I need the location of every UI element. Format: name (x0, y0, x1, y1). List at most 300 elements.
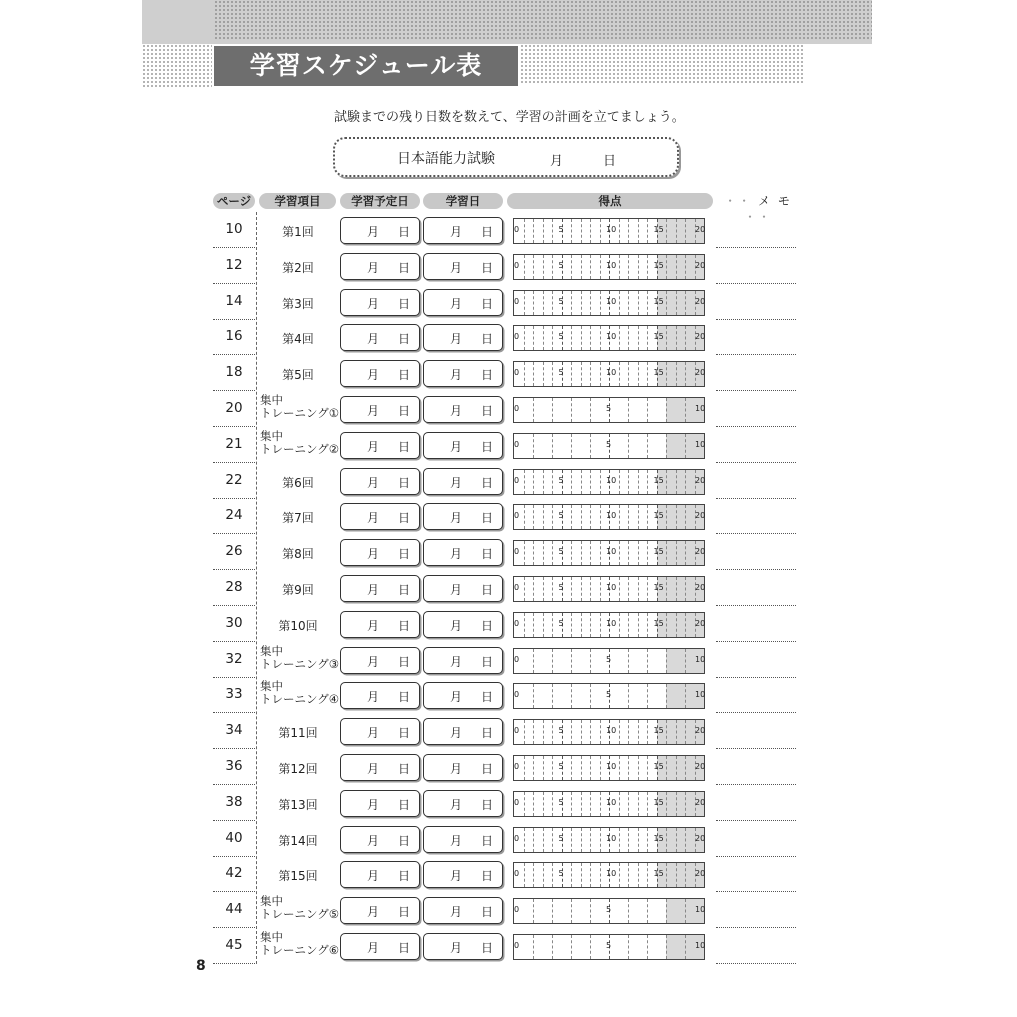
score-tick (628, 577, 629, 601)
table-row (213, 749, 797, 785)
table-row (213, 606, 797, 642)
day-label: 日 (481, 225, 494, 239)
score-tick (571, 219, 572, 243)
score-label: 10 (606, 618, 617, 628)
day-label: 日 (481, 762, 494, 776)
planned-date-field[interactable] (340, 396, 420, 423)
score-tick (647, 613, 648, 637)
score-tick (600, 863, 601, 887)
row-item (260, 895, 342, 921)
score-tick (666, 613, 667, 637)
planned-date-field[interactable] (340, 754, 420, 781)
score-label: 10 (606, 833, 617, 843)
score-tick (666, 899, 667, 923)
row-page: 36 (225, 758, 243, 774)
score-tick (666, 326, 667, 350)
score-tick (666, 720, 667, 744)
score-label: 10 (606, 260, 617, 270)
score-tick (533, 684, 534, 708)
table-row (213, 642, 797, 678)
row-item: 第11回 (278, 726, 318, 741)
table-row (213, 785, 797, 821)
score-tick (638, 792, 639, 816)
score-tick (581, 291, 582, 315)
score-tick (666, 649, 667, 673)
score-tick (571, 863, 572, 887)
row-page: 32 (225, 650, 243, 667)
score-scale[interactable] (513, 898, 705, 924)
score-scale[interactable] (513, 540, 705, 566)
score-tick (524, 326, 525, 350)
score-label: 0 (514, 260, 520, 270)
score-tick (571, 684, 572, 708)
month-label: 月 (367, 296, 380, 311)
row-page: 44 (225, 901, 243, 918)
score-tick (628, 899, 629, 923)
score-tick (647, 577, 648, 601)
score-tick (543, 863, 544, 887)
score-tick (676, 219, 677, 243)
month-label: 月 (450, 511, 463, 526)
score-tick (638, 505, 639, 529)
score-label: 10 (606, 332, 617, 342)
planned-date-field[interactable] (340, 503, 420, 530)
score-tick (581, 255, 582, 279)
score-tick (533, 219, 534, 243)
score-scale[interactable] (513, 218, 705, 244)
score-label: 10 (606, 296, 617, 306)
studied-date-field[interactable] (423, 861, 503, 888)
month-label: 月 (450, 833, 463, 848)
score-label: 0 (514, 941, 520, 950)
score-scale[interactable] (513, 504, 705, 530)
score-scale[interactable] (513, 290, 705, 316)
month-label: 月 (450, 368, 463, 383)
score-tick (619, 326, 620, 350)
day-label: 日 (481, 475, 494, 490)
score-tick (581, 219, 582, 243)
score-tick (552, 720, 553, 744)
score-tick (543, 505, 544, 529)
day-label: 日 (481, 368, 494, 383)
score-tick (628, 470, 629, 494)
day-label: 日 (398, 869, 411, 884)
score-label: 10 (695, 654, 706, 664)
score-label: 15 (653, 797, 664, 807)
score-tick (600, 470, 601, 494)
row-page: 45 (225, 937, 243, 953)
page-number: 8 (196, 958, 206, 974)
score-tick (524, 720, 525, 744)
day-label: 日 (481, 690, 494, 705)
score-tick (571, 649, 572, 673)
score-label: 5 (558, 332, 564, 342)
score-tick (571, 291, 572, 315)
studied-date-field[interactable] (423, 396, 503, 423)
score-tick (647, 255, 648, 279)
score-tick (647, 326, 648, 350)
score-label: 15 (653, 833, 664, 843)
studied-date-field[interactable] (423, 826, 503, 853)
score-tick (571, 899, 572, 923)
score-tick (685, 541, 686, 565)
score-label: 15 (653, 547, 664, 557)
score-tick (524, 255, 525, 279)
studied-date-field[interactable] (423, 324, 503, 351)
score-scale[interactable] (513, 934, 705, 960)
row-separator (213, 963, 255, 964)
score-label: 20 (695, 797, 706, 807)
score-tick (590, 935, 591, 959)
planned-date-field[interactable] (340, 539, 420, 566)
score-label: 5 (558, 869, 564, 879)
score-tick (600, 828, 601, 852)
day-label: 日 (398, 368, 411, 383)
score-tick (685, 470, 686, 494)
studied-date-field[interactable] (423, 217, 503, 244)
score-label: 0 (514, 726, 520, 736)
score-label: 5 (606, 404, 612, 413)
planned-date-field[interactable] (340, 289, 420, 316)
score-label: 10 (695, 690, 706, 700)
score-tick (666, 684, 667, 708)
row-page: 18 (225, 364, 243, 381)
month-label: 月 (450, 475, 463, 490)
planned-date-field[interactable] (340, 790, 420, 817)
score-label: 10 (695, 941, 706, 950)
score-tick (571, 470, 572, 494)
row-item-line2: トレーニング① (260, 406, 340, 420)
studied-date-field[interactable] (423, 575, 503, 602)
score-tick (581, 828, 582, 852)
score-label: 0 (514, 905, 520, 915)
score-tick (628, 684, 629, 708)
planned-date-field[interactable] (340, 861, 420, 888)
planned-date-field[interactable] (340, 468, 420, 495)
row-item-line2: トレーニング③ (260, 656, 340, 671)
day-label: 日 (398, 511, 411, 526)
exam-day-label: 日 (603, 154, 617, 169)
score-label: 10 (695, 404, 706, 413)
month-label: 月 (367, 260, 380, 275)
score-tick (638, 291, 639, 315)
studied-date-field[interactable] (423, 360, 503, 387)
day-label: 日 (481, 905, 494, 920)
score-tick (676, 291, 677, 315)
score-label: 5 (558, 547, 564, 557)
table-row (213, 534, 797, 570)
score-label: 0 (514, 332, 520, 342)
studied-date-field[interactable] (423, 539, 503, 566)
score-label: 10 (606, 797, 617, 807)
score-label: 15 (653, 869, 664, 879)
score-label: 0 (514, 654, 520, 664)
month-label: 月 (450, 260, 463, 275)
score-scale[interactable] (513, 325, 705, 351)
day-label: 日 (398, 726, 411, 741)
planned-date-field[interactable] (340, 217, 420, 244)
score-tick (552, 434, 553, 458)
score-tick (533, 792, 534, 816)
day-label: 日 (398, 547, 411, 562)
studied-date-field[interactable] (423, 253, 503, 280)
studied-date-field[interactable] (423, 754, 503, 781)
score-label: 5 (558, 368, 564, 378)
studied-date-field[interactable] (423, 503, 503, 530)
month-label: 月 (450, 404, 463, 418)
table-row (213, 570, 797, 606)
score-scale[interactable] (513, 719, 705, 745)
score-label: 5 (558, 260, 564, 270)
header-planned: 学習予定日 (340, 193, 420, 209)
score-tick (581, 613, 582, 637)
score-tick (685, 577, 686, 601)
score-tick (581, 720, 582, 744)
score-tick (543, 720, 544, 744)
score-tick (628, 613, 629, 637)
planned-date-field[interactable] (340, 253, 420, 280)
score-tick (552, 362, 553, 386)
day-label: 日 (481, 797, 494, 812)
score-tick (600, 613, 601, 637)
score-tick (638, 577, 639, 601)
day-label: 日 (481, 296, 494, 311)
score-tick (590, 434, 591, 458)
month-label: 月 (450, 332, 463, 347)
score-scale[interactable] (513, 755, 705, 781)
score-tick (600, 756, 601, 780)
score-tick (638, 828, 639, 852)
planned-date-field[interactable] (340, 682, 420, 709)
score-tick (676, 863, 677, 887)
score-tick (552, 684, 553, 708)
score-tick (524, 470, 525, 494)
row-item: 第3回 (282, 296, 314, 311)
planned-date-field[interactable] (340, 826, 420, 853)
row-page: 40 (225, 829, 243, 846)
score-tick (685, 291, 686, 315)
score-tick (590, 255, 591, 279)
score-scale[interactable] (513, 254, 705, 280)
row-item-line1: 集中 (260, 643, 283, 658)
score-tick (666, 505, 667, 529)
table-row (213, 856, 797, 892)
planned-date-field[interactable] (340, 897, 420, 924)
row-item (260, 680, 342, 706)
score-tick (571, 613, 572, 637)
studied-date-field[interactable] (423, 647, 503, 674)
planned-date-field[interactable] (340, 611, 420, 638)
score-tick (619, 613, 620, 637)
score-tick (533, 398, 534, 422)
month-label: 月 (367, 762, 380, 776)
score-label: 15 (653, 296, 664, 306)
score-tick (590, 470, 591, 494)
score-tick (590, 398, 591, 422)
score-label: 15 (653, 583, 664, 592)
score-scale[interactable] (513, 433, 705, 459)
score-label: 5 (606, 439, 612, 449)
day-label: 日 (398, 260, 411, 275)
subtitle: 試験までの残り日数を数えて、学習の計画を立てましょう。 (334, 110, 685, 125)
studied-date-field[interactable] (423, 790, 503, 817)
row-page: 22 (225, 471, 243, 488)
score-tick (647, 291, 648, 315)
score-scale[interactable] (513, 469, 705, 495)
score-scale[interactable] (513, 683, 705, 709)
score-tick (590, 541, 591, 565)
month-label: 月 (367, 690, 380, 705)
score-label: 20 (695, 332, 706, 342)
studied-date-field[interactable] (423, 611, 503, 638)
month-label: 月 (450, 296, 463, 311)
header-memo-label: メ モ (758, 194, 792, 208)
score-scale[interactable] (513, 612, 705, 638)
score-tick (685, 756, 686, 780)
score-label: 0 (514, 547, 520, 557)
score-tick (666, 541, 667, 565)
score-tick (543, 577, 544, 601)
score-label: 5 (606, 905, 612, 915)
score-tick (685, 613, 686, 637)
score-tick (581, 326, 582, 350)
score-label: 10 (606, 762, 617, 771)
score-label: 10 (606, 583, 617, 592)
score-scale[interactable] (513, 576, 705, 602)
row-item-line2: トレーニング② (260, 441, 340, 456)
planned-date-field[interactable] (340, 933, 420, 960)
day-label: 日 (481, 439, 494, 454)
score-label: 5 (558, 797, 564, 807)
header-dot-pattern (214, 0, 872, 40)
score-tick (533, 541, 534, 565)
header-score: 得点 (507, 193, 713, 209)
score-label: 20 (695, 726, 706, 736)
row-page: 34 (225, 722, 243, 739)
score-tick (571, 756, 572, 780)
score-scale[interactable] (513, 361, 705, 387)
score-tick (666, 398, 667, 422)
planned-date-field[interactable] (340, 324, 420, 351)
score-tick (533, 291, 534, 315)
score-tick (590, 684, 591, 708)
score-tick (533, 935, 534, 959)
planned-date-field[interactable] (340, 432, 420, 459)
score-tick (600, 792, 601, 816)
score-label: 5 (606, 941, 612, 950)
score-tick (590, 792, 591, 816)
score-tick (647, 720, 648, 744)
studied-date-field[interactable] (423, 432, 503, 459)
score-scale[interactable] (513, 397, 705, 423)
score-tick (666, 362, 667, 386)
planned-date-field[interactable] (340, 360, 420, 387)
day-label: 日 (398, 296, 411, 311)
score-tick (600, 505, 601, 529)
score-tick (619, 863, 620, 887)
month-label: 月 (367, 905, 380, 920)
studied-date-field[interactable] (423, 682, 503, 709)
score-tick (647, 219, 648, 243)
studied-date-field[interactable] (423, 468, 503, 495)
day-label: 日 (481, 404, 494, 418)
score-tick (543, 326, 544, 350)
score-label: 20 (695, 583, 706, 592)
score-tick (533, 434, 534, 458)
score-tick (571, 326, 572, 350)
row-page: 38 (225, 793, 243, 810)
month-label: 月 (450, 797, 463, 812)
score-tick (524, 291, 525, 315)
studied-date-field[interactable] (423, 897, 503, 924)
score-label: 20 (695, 833, 706, 843)
row-item: 第5回 (282, 368, 314, 383)
score-scale[interactable] (513, 648, 705, 674)
planned-date-field[interactable] (340, 647, 420, 674)
score-scale[interactable] (513, 862, 705, 888)
score-tick (638, 219, 639, 243)
score-tick (685, 326, 686, 350)
studied-date-field[interactable] (423, 933, 503, 960)
score-tick (543, 255, 544, 279)
row-item-line1: 集中 (260, 679, 283, 694)
planned-date-field[interactable] (340, 718, 420, 745)
studied-date-field[interactable] (423, 718, 503, 745)
score-label: 20 (695, 511, 706, 521)
score-tick (600, 577, 601, 601)
day-label: 日 (398, 225, 411, 239)
score-label: 0 (514, 296, 520, 306)
day-label: 日 (398, 332, 411, 347)
score-tick (666, 792, 667, 816)
score-tick (685, 434, 686, 458)
header-dot-pattern-left (142, 44, 212, 88)
score-tick (619, 828, 620, 852)
score-tick (628, 756, 629, 780)
score-scale[interactable] (513, 791, 705, 817)
score-tick (524, 362, 525, 386)
score-tick (533, 899, 534, 923)
score-tick (590, 828, 591, 852)
score-label: 5 (558, 726, 564, 736)
score-label: 15 (653, 368, 664, 378)
score-tick (685, 219, 686, 243)
score-tick (600, 720, 601, 744)
score-tick (638, 863, 639, 887)
row-item (260, 645, 342, 671)
score-tick (628, 828, 629, 852)
day-label: 日 (481, 618, 494, 633)
row-item (260, 430, 342, 456)
score-tick (552, 935, 553, 959)
score-label: 10 (606, 475, 617, 485)
planned-date-field[interactable] (340, 575, 420, 602)
score-tick (628, 541, 629, 565)
score-tick (647, 863, 648, 887)
score-scale[interactable] (513, 827, 705, 853)
score-label: 20 (695, 260, 706, 270)
score-tick (600, 291, 601, 315)
score-label: 10 (606, 726, 617, 736)
score-tick (571, 541, 572, 565)
score-tick (619, 541, 620, 565)
score-label: 0 (514, 583, 520, 592)
score-tick (628, 434, 629, 458)
score-tick (666, 291, 667, 315)
studied-date-field[interactable] (423, 289, 503, 316)
memo-line[interactable] (716, 963, 796, 964)
score-label: 15 (653, 332, 664, 342)
